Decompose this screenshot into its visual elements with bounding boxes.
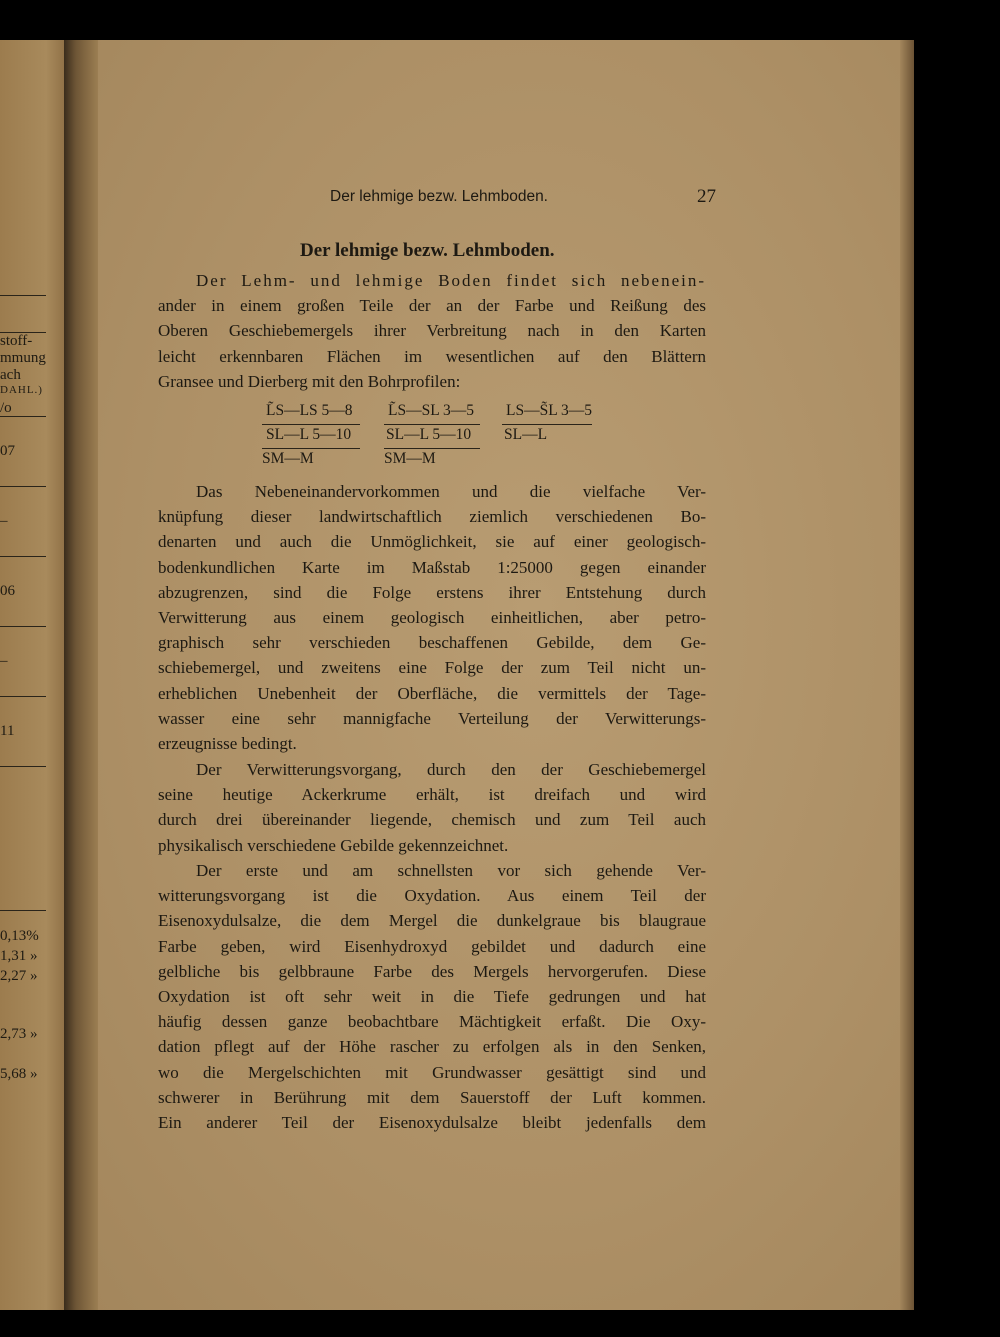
text-line: physikalisch verschiedene Gebilde gekennzeichnet. — [158, 835, 509, 855]
left-page-text: /o — [0, 400, 12, 416]
left-page-text: 07 — [0, 443, 15, 459]
profile-cell: SL—L 5—10 — [266, 426, 352, 443]
text-line: Der erste und am schnellsten vor sich gehende Ver- — [196, 861, 706, 880]
text-line: ander in einem großen Teile der an der Farbe und Reißung des — [158, 296, 706, 316]
section-title: Der lehmige bezw. Lehmboden. — [300, 240, 555, 261]
text-line: Das Nebeneinandervorkommen und die vielfache Ver- — [196, 482, 706, 501]
text-line: Der Lehm- und lehmige Boden findet sich nebenein- — [196, 271, 706, 290]
left-page-text: 0,13% — [0, 928, 39, 944]
left-page-text: – — [0, 513, 8, 529]
page-number: 27 — [697, 186, 716, 207]
left-page-text: mmung — [0, 350, 46, 366]
text-line: leicht erkennbaren Flächen im wesentlichen auf den Blättern — [158, 346, 706, 366]
text-line: dation pflegt auf der Höhe rascher zu erfolgen als in den Senken, — [158, 1037, 706, 1057]
left-page-text: 5,68 » — [0, 1066, 38, 1082]
left-page-text: 1,31 » — [0, 948, 38, 964]
profile-cell: L̃S—LS 5—8 — [266, 402, 353, 419]
rule — [0, 910, 46, 911]
text-line: schiebemergel, und zweitens eine Folge der zum Teil nicht un- — [158, 658, 706, 678]
rule — [262, 424, 360, 425]
rule — [0, 295, 46, 296]
left-page-text: 11 — [0, 723, 15, 739]
text-line: erzeugnisse bedingt. — [158, 733, 297, 753]
left-page-text: DAHL.) — [0, 384, 43, 396]
paragraph — [158, 757, 706, 858]
text-line: abzugrenzen, sind die Folge erstens ihrer Entstehung durch — [158, 582, 706, 602]
rule — [0, 696, 46, 697]
text-line: seine heutige Ackerkrume erhält, ist dreifach und wird — [158, 785, 706, 805]
left-page-text: – — [0, 653, 8, 669]
text-line: schwerer in Berührung mit dem Sauerstoff der Luft kommen. — [158, 1087, 706, 1107]
left-page-fragment — [0, 40, 66, 1310]
paragraph — [158, 268, 706, 394]
paragraph — [158, 858, 706, 1135]
text-line: Oxydation ist oft sehr weit in die Tiefe gedrungen und hat — [158, 986, 706, 1006]
left-page-text: ach — [0, 367, 21, 383]
text-line: denarten und auch die Unmöglichkeit, sie auf einer geologisch- — [158, 532, 706, 552]
rule — [262, 448, 360, 449]
text-line: Oberen Geschiebemergels ihrer Verbreitung nach in den Karten — [158, 321, 706, 341]
text-line: Der Verwitterungsvorgang, durch den der Geschiebemergel — [196, 760, 706, 779]
text-line: Ein anderer Teil der Eisenoxydulsalze bleibt jedenfalls dem — [158, 1112, 706, 1132]
text-line: Verwitterung aus einem geologisch einheitlichen, aber petro- — [158, 607, 706, 627]
rule — [502, 424, 592, 425]
text-line: bodenkundlichen Karte im Maßstab 1:25000 gegen einander — [158, 557, 706, 577]
rule — [0, 626, 46, 627]
page-edge — [900, 40, 914, 1310]
text-line: Eisenoxydulsalze, die dem Mergel die dunkelgraue bis blaugraue — [158, 911, 706, 931]
paragraph — [158, 479, 706, 756]
text-line: wo die Mergelschichten mit Grundwasser gesättigt sind und — [158, 1062, 706, 1082]
text-line: durch drei übereinander liegende, chemisch und zum Teil auch — [158, 810, 706, 830]
rule — [384, 448, 480, 449]
rule — [384, 424, 480, 425]
rule — [0, 416, 46, 417]
profile-cell: SL—L — [504, 426, 548, 443]
rule — [0, 766, 46, 767]
running-head: Der lehmige bezw. Lehmboden. — [330, 188, 548, 205]
rule — [0, 486, 46, 487]
profile-cell: SM—M — [262, 450, 314, 467]
text-line: wasser eine sehr mannigfache Verteilung der Verwitterungs- — [158, 708, 706, 728]
rule — [0, 556, 46, 557]
text-line: witterungsvorgang ist die Oxydation. Aus einem Teil der — [158, 886, 706, 906]
text-line: gelbliche bis gelbbraune Farbe des Mergels hervorgerufen. Diese — [158, 961, 706, 981]
text-line: häufig dessen ganze beobachtbare Mächtigkeit erfaßt. Die Oxy- — [158, 1012, 706, 1032]
left-page-text: 2,27 » — [0, 968, 38, 984]
text-line: Farbe geben, wird Eisenhydroxyd gebildet und dadurch eine — [158, 936, 706, 956]
profile-cell: LS—S̃L 3—5 — [506, 402, 592, 419]
profile-cell: SM—M — [384, 450, 436, 467]
text-line: graphisch sehr verschieden beschaffenen Gebilde, dem Ge- — [158, 633, 706, 653]
left-page-text: stoff- — [0, 333, 33, 349]
profile-cell: SL—L 5—10 — [386, 426, 472, 443]
text-line: erheblichen Unebenheit der Oberfläche, die vermittels der Tage- — [158, 683, 706, 703]
binding-gutter — [64, 40, 98, 1310]
left-page-text: 2,73 » — [0, 1026, 38, 1042]
text-line: Gransee und Dierberg mit den Bohrprofilen: — [158, 371, 461, 391]
text-line: knüpfung dieser landwirtschaftlich ziemlich verschiedenen Bo- — [158, 507, 706, 527]
profile-cell: L̃S—SL 3—5 — [388, 402, 474, 419]
left-page-text: 06 — [0, 583, 15, 599]
